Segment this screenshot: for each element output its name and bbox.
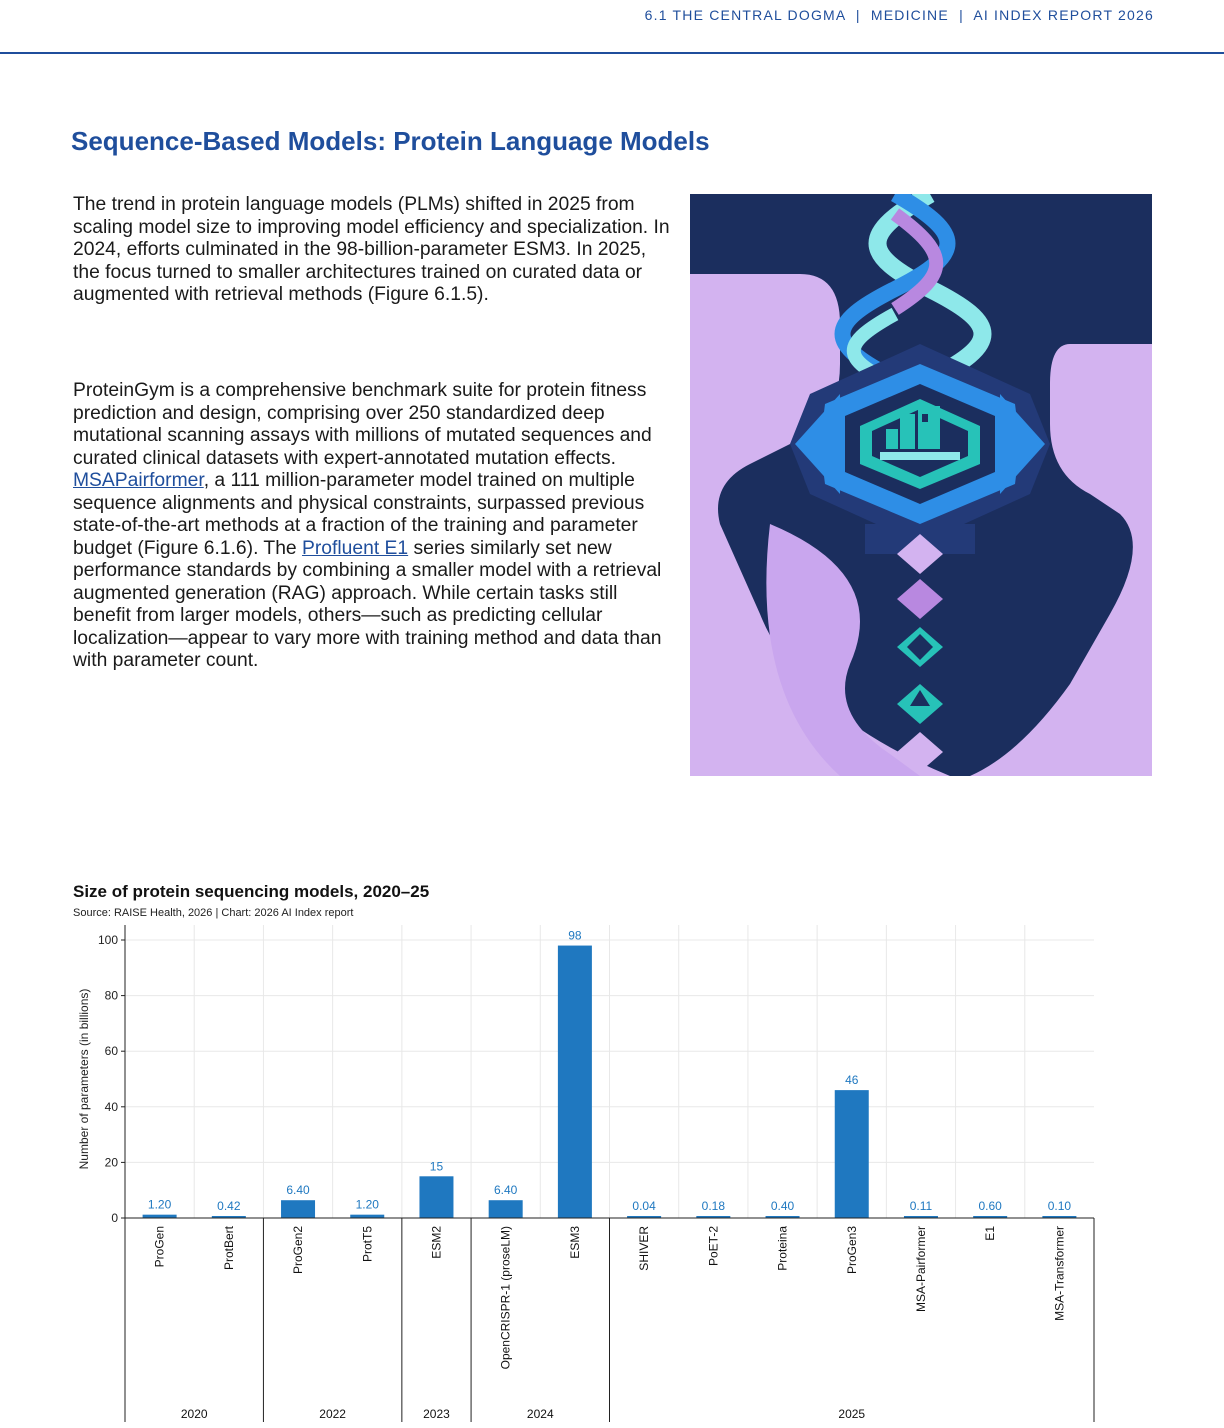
bar [835, 1090, 869, 1218]
protein-dna-illustration [690, 194, 1152, 776]
group-label: 2024 [526, 1407, 554, 1421]
group-label: 2023 [423, 1407, 450, 1421]
header-bar [0, 0, 1224, 54]
paragraph-text: ProteinGym is a comprehensive benchmark suite for protein fitness prediction and design, comprising over 250 standardized deep mutational scanning assays with millions of mutated sequences and curated clinical datasets with expert-annotated mutation effects. [73, 380, 652, 469]
data-label: 0.18 [701, 1199, 726, 1213]
profluent-e1-link[interactable]: Profluent E1 [302, 537, 409, 559]
y-axis-title: Number of parameters (in billions) [77, 988, 91, 1170]
paragraph-text: series similarly set new performance standards by combining a smaller model with a retrieval augmented generation (RAG) approach. While certain tasks still benefit from larger models, others—such as predicting cellular localization—appear to vary more with training method and data than with parameter count. [73, 537, 662, 671]
category-label: E1 [983, 1226, 998, 1241]
bar [419, 1176, 453, 1218]
data-label: 1.20 [355, 1197, 379, 1212]
category-label: SHIVER [637, 1226, 652, 1271]
y-tick-label: 60 [104, 1044, 118, 1059]
data-label: 0.60 [978, 1199, 1002, 1213]
group-label: 2022 [319, 1407, 346, 1421]
category-label: Proteina [775, 1226, 790, 1271]
page-title: Sequence-Based Models: Protein Language Models [71, 126, 710, 156]
intro-paragraph: The trend in protein language models (PLMs) shifted in 2025 from scaling model size to improving model efficiency and specialization. In 2024, efforts culminated in the 98-billion-parameter ESM3. In 2025, the focus turned to smaller architectures trained on curated data or augmented with retrieval methods (Figure 6.1.5). [73, 194, 670, 305]
bar [904, 1216, 938, 1218]
category-label: OpenCRISPR-1 (proseLM) [498, 1226, 513, 1370]
data-label: 0.42 [217, 1199, 241, 1213]
category-label: ProGen [152, 1226, 167, 1268]
category-label: MSA-Pairformer [913, 1226, 928, 1313]
paragraph-text: , a 111 million-parameter model trained on multiple sequence alignments and physical constraints, surpassed previous state-of-the-art methods at a fraction of the training and parameter budget (Figure 6.1.6). The [73, 470, 645, 559]
group-label: 2025 [838, 1407, 866, 1421]
bar [627, 1216, 661, 1218]
data-label: 15 [429, 1159, 444, 1174]
group-label: 2020 [180, 1407, 208, 1421]
y-tick-label: 80 [104, 988, 118, 1003]
data-label: 0.04 [632, 1199, 656, 1213]
msapairformer-link[interactable]: MSAPairformer [73, 470, 204, 491]
data-label: 6.40 [493, 1183, 518, 1198]
category-label: PoET-2 [706, 1226, 721, 1267]
y-tick-label: 0 [111, 1211, 118, 1225]
y-tick-label: 20 [104, 1155, 118, 1170]
bar [212, 1216, 246, 1218]
y-tick-label: 100 [97, 933, 118, 947]
data-label: 0.40 [770, 1199, 795, 1213]
category-label: MSA-Transformer [1052, 1226, 1067, 1321]
data-label: 6.40 [286, 1183, 310, 1198]
chart-source: Source: RAISE Health, 2026 | Chart: 2026 AI Index report [73, 907, 354, 919]
category-label: ProGen2 [291, 1226, 306, 1275]
bar [558, 946, 592, 1218]
bar [281, 1200, 315, 1218]
category-label: ESM2 [429, 1226, 444, 1259]
bar [973, 1216, 1007, 1218]
category-label: ESM3 [567, 1226, 582, 1259]
chart-title: Size of protein sequencing models, 2020–25 [73, 882, 430, 901]
bar [766, 1216, 800, 1218]
bar [350, 1215, 384, 1218]
bar [1042, 1216, 1076, 1218]
data-label: 0.10 [1047, 1199, 1072, 1213]
category-label: ProtT5 [360, 1226, 375, 1263]
proteingym-paragraph [73, 380, 673, 673]
data-label: 98 [568, 928, 582, 943]
bar [143, 1215, 177, 1218]
category-label: ProGen3 [844, 1226, 859, 1275]
data-label: 46 [845, 1073, 859, 1088]
data-label: 0.11 [909, 1199, 933, 1213]
y-tick-label: 40 [104, 1099, 118, 1114]
bar [696, 1216, 730, 1218]
breadcrumb: 6.1 THE CENTRAL DOGMA | MEDICINE | AI INDEX REPORT 2026 [644, 7, 1154, 23]
bar [489, 1200, 523, 1218]
category-label: ProtBert [221, 1226, 236, 1271]
data-label: 1.20 [147, 1197, 172, 1212]
